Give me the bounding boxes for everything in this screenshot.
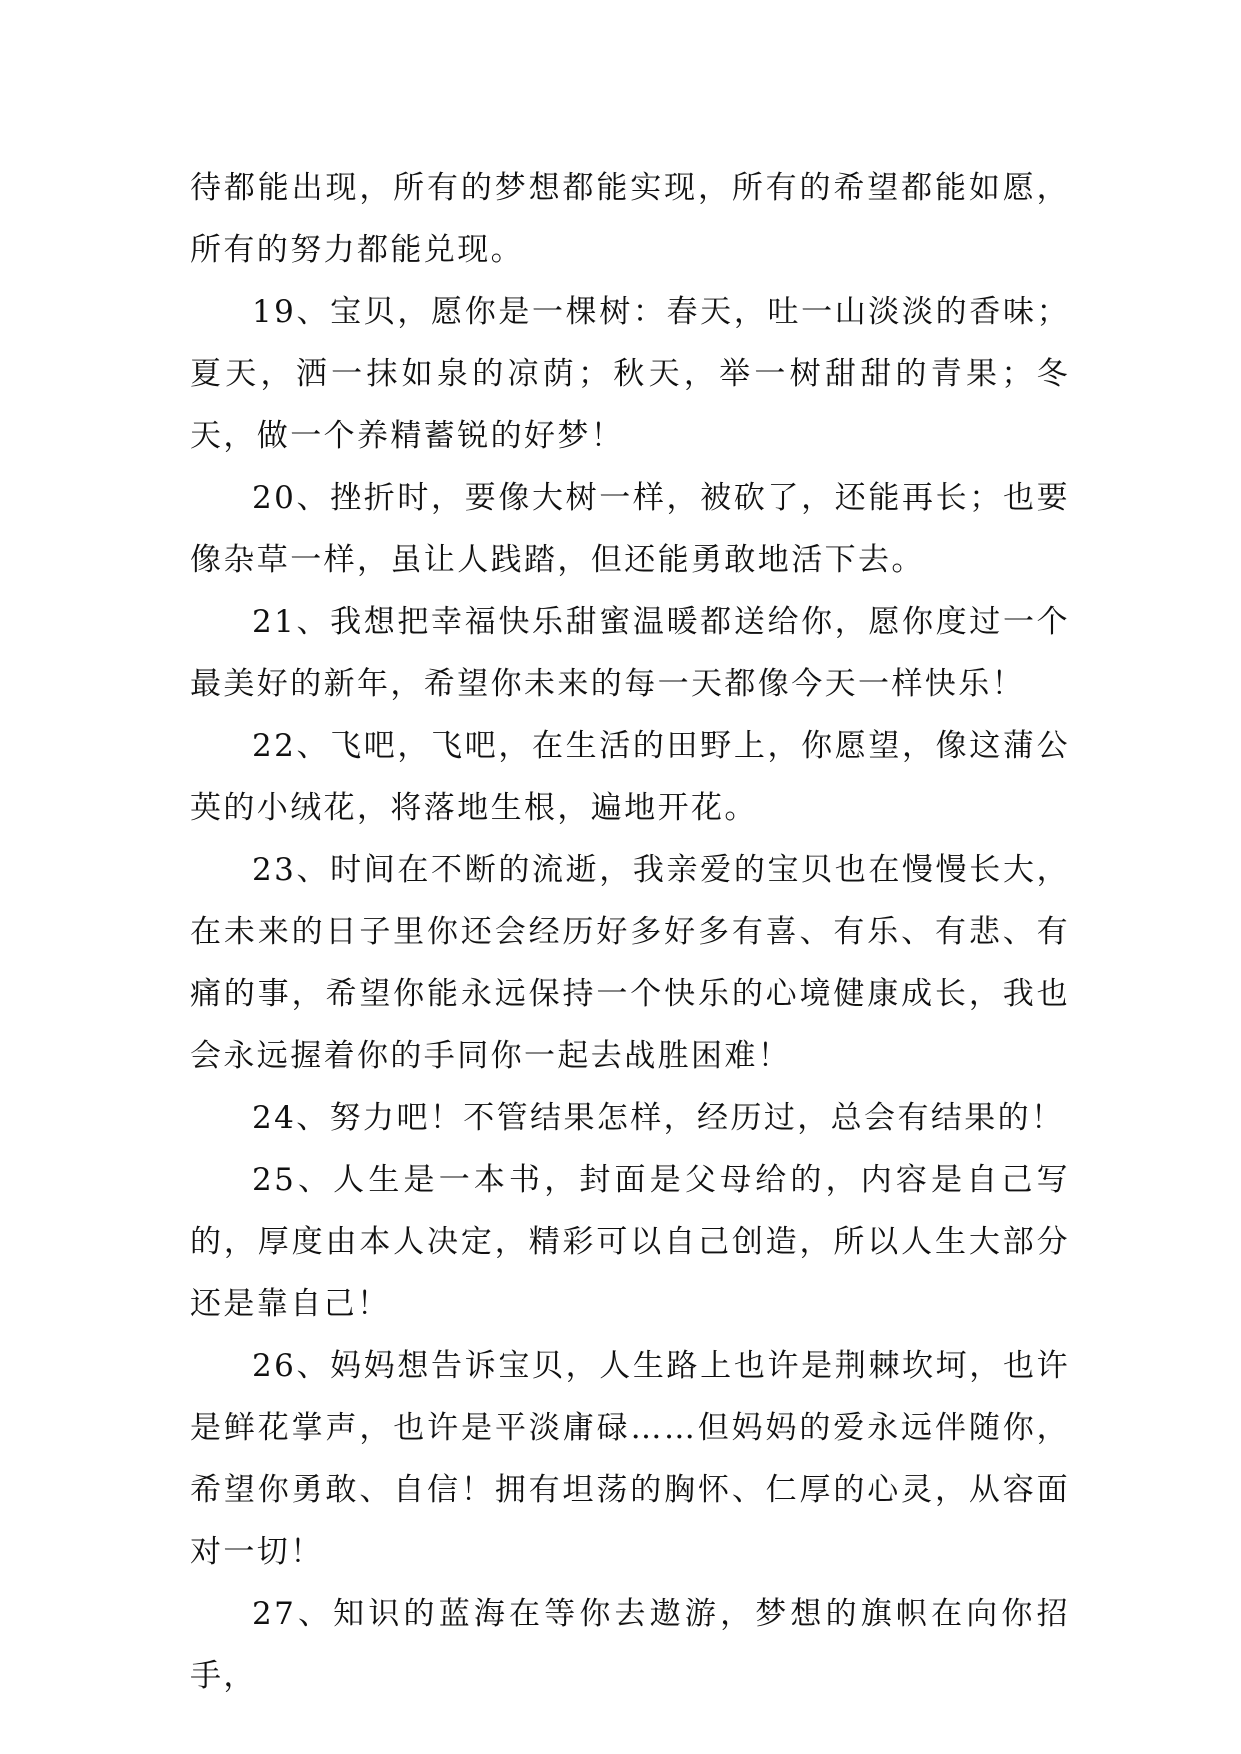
- paragraph-25: 25、人生是一本书，封面是父母给的，内容是自己写的，厚度由本人决定，精彩可以自己创造，所以人生大部分还是靠自己！: [190, 1162, 1070, 1322]
- document-body: [190, 157, 1070, 1707]
- paragraph-21: 21、我想把幸福快乐甜蜜温暖都送给你，愿你度过一个最美好的新年，希望你未来的每一天都像今天一样快乐！: [190, 604, 1070, 702]
- paragraph-26: 26、妈妈想告诉宝贝，人生路上也许是荆棘坎坷，也许是鲜花掌声，也许是平淡庸碌……但妈妈的爱永远伴随你，希望你勇敢、自信！拥有坦荡的胸怀、仁厚的心灵，从容面对一切！: [190, 1348, 1070, 1570]
- paragraph-24: 24、努力吧！不管结果怎样，经历过，总会有结果的！: [252, 1100, 1065, 1136]
- paragraph-19: 19、宝贝，愿你是一棵树：春天，吐一山淡淡的香味；夏天，洒一抹如泉的凉荫；秋天，举一树甜甜的青果；冬天，做一个养精蓄锐的好梦！: [190, 294, 1070, 454]
- paragraph-23: 23、时间在不断的流逝，我亲爱的宝贝也在慢慢长大，在未来的日子里你还会经历好多好多有喜、有乐、有悲、有痛的事，希望你能永远保持一个快乐的心境健康成长，我也会永远握着你的手同你一起去战胜困难！: [190, 852, 1070, 1074]
- paragraph-27: 27、知识的蓝海在等你去遨游，梦想的旗帜在向你招手，: [190, 1596, 1070, 1694]
- paragraph-22: 22、飞吧，飞吧，在生活的田野上，你愿望，像这蒲公英的小绒花，将落地生根，遍地开花。: [190, 728, 1070, 826]
- paragraph-continuation: 待都能出现，所有的梦想都能实现，所有的希望都能如愿，所有的努力都能兑现。: [190, 170, 1070, 268]
- paragraph-20: 20、挫折时，要像大树一样，被砍了，还能再长；也要像杂草一样，虽让人践踏，但还能勇敢地活下去。: [190, 480, 1070, 578]
